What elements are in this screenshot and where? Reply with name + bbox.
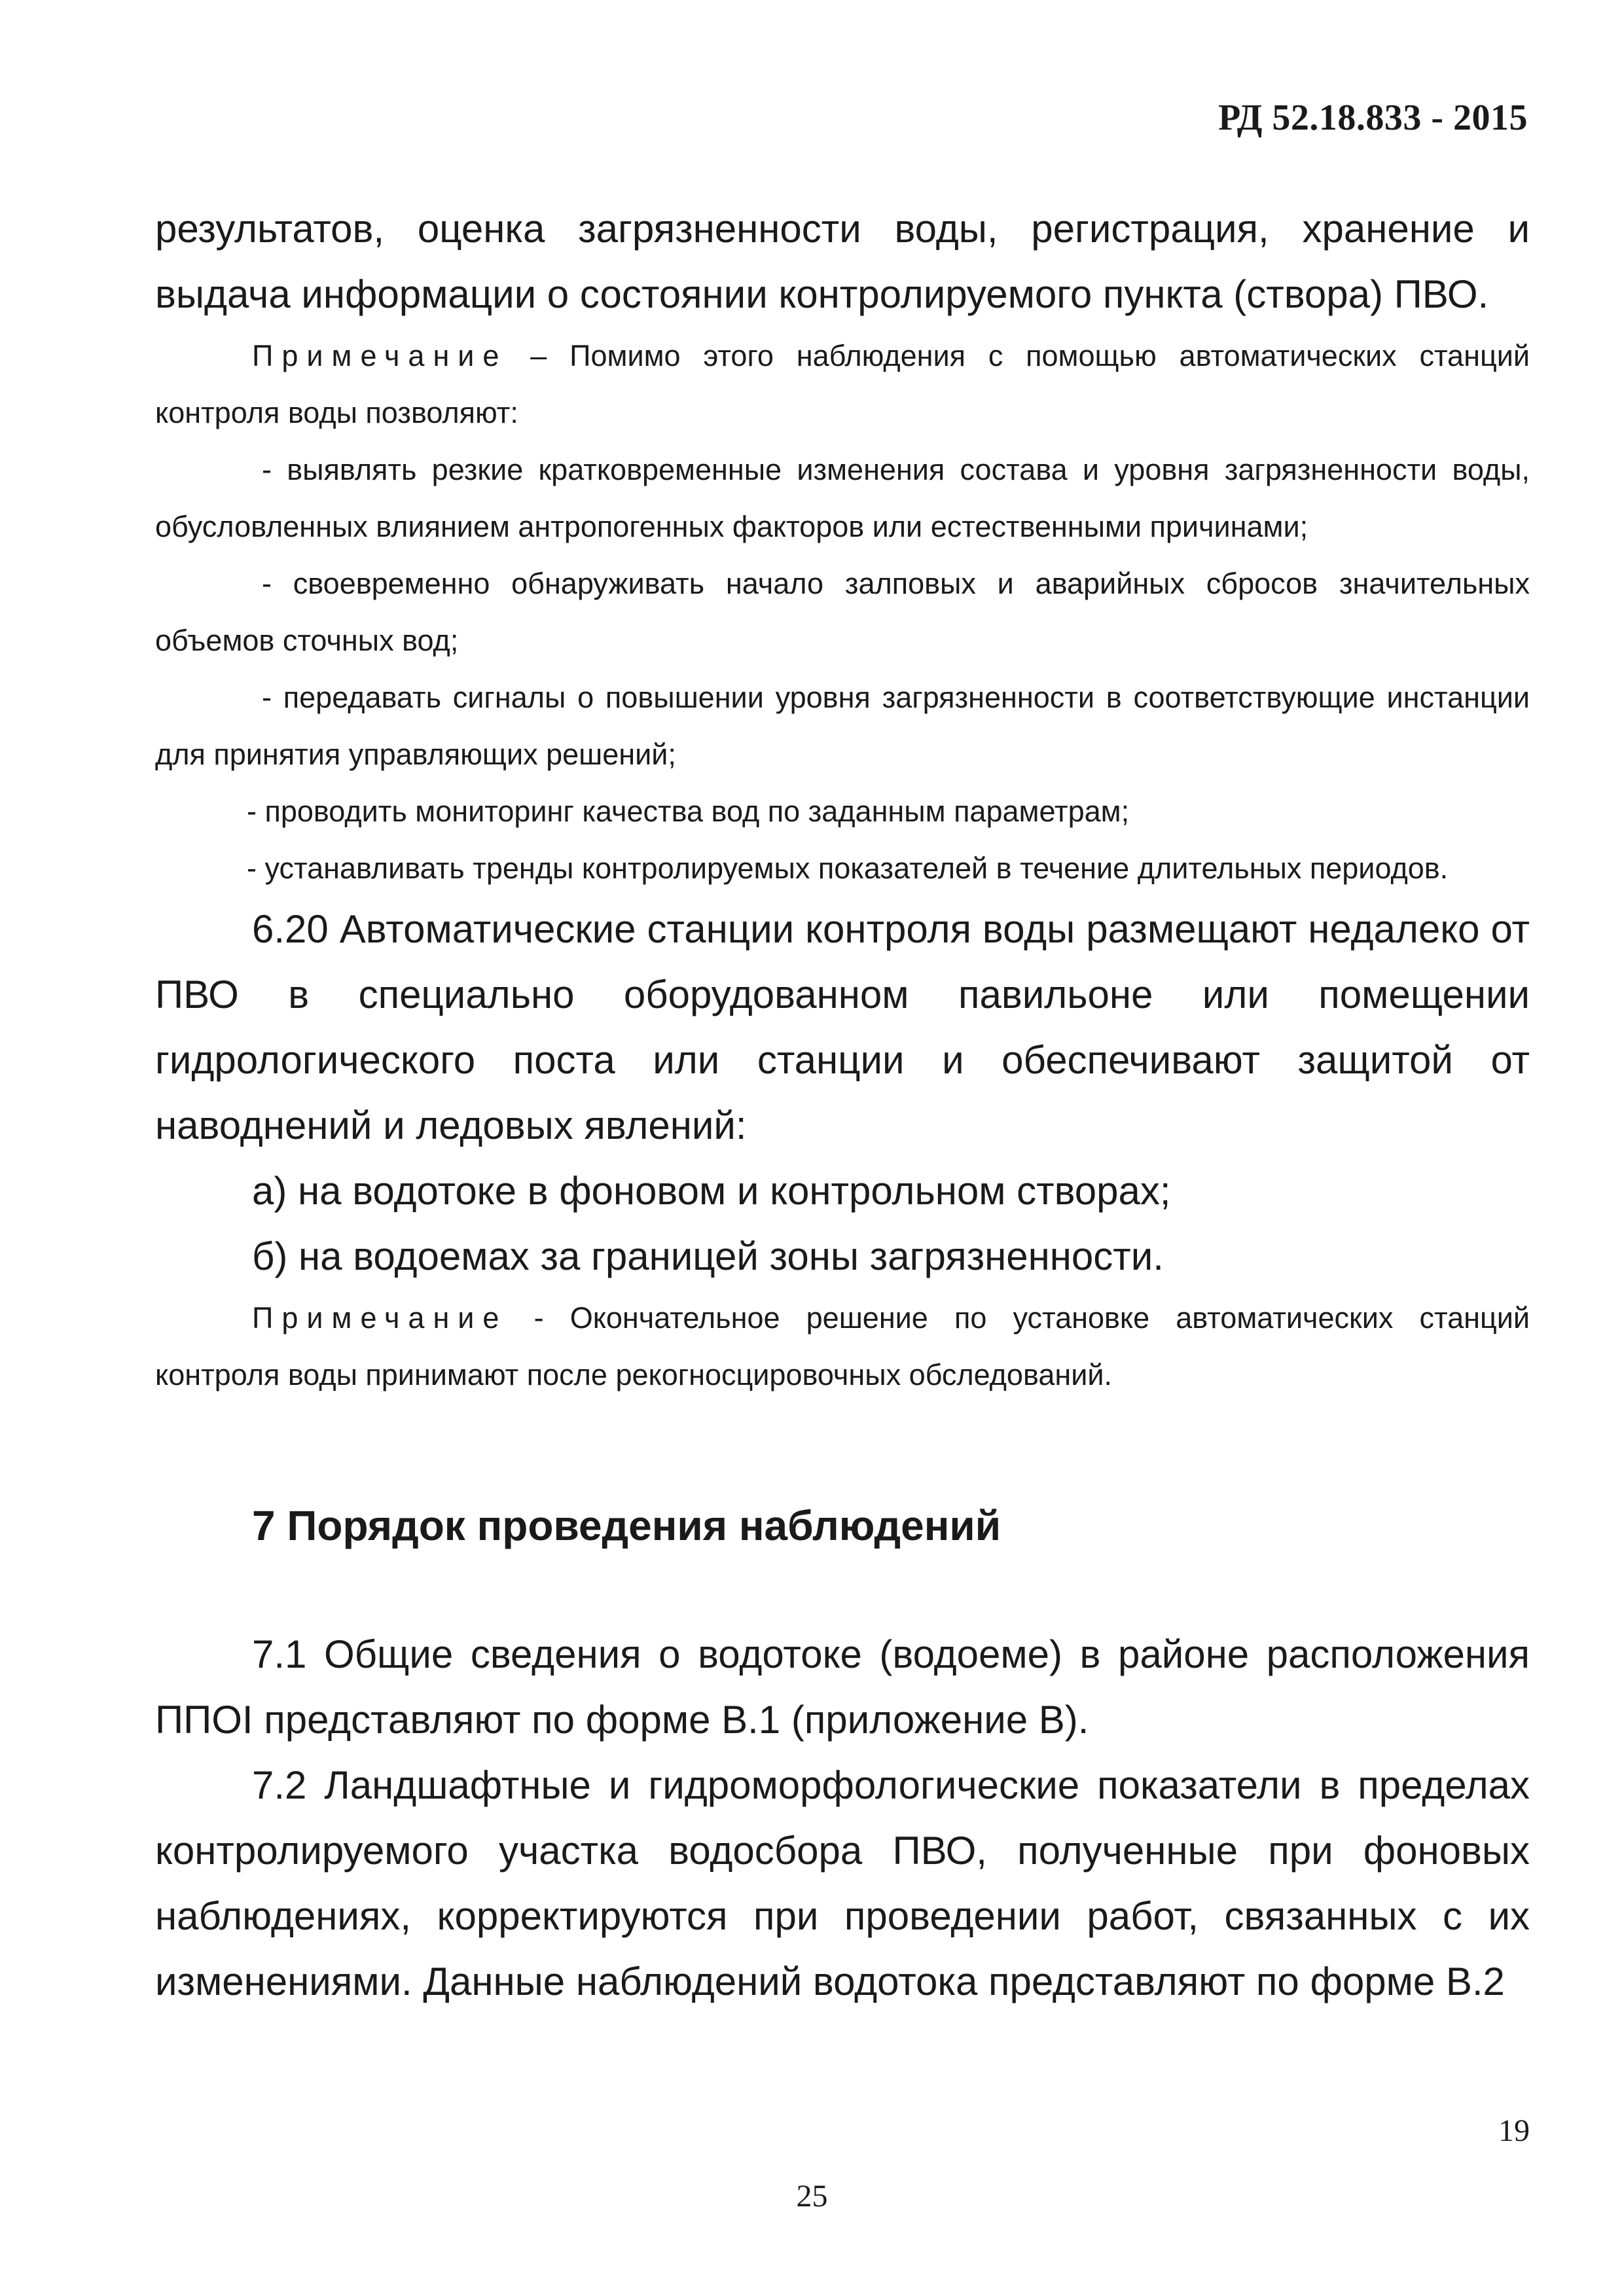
note-1-item: - устанавливать тренды контролируемых показателей в течение длительных периодов. [247,852,1449,885]
paragraph-7-2: 7.2 Ландшафтные и гидроморфологические показатели в пределах контролируемого участка водосбора ПВО, полученные при фоновых наблюдениях, корректируются при проведении работ, связанных с их изменениями. Данные наблюдений водотока представляют по форме В.2 [155,1763,1530,2003]
spacer [155,1403,1530,1501]
paragraph-6-20: 6.20 Автоматические станции контроля воды размещают недалеко от ПВО в специально оборудованном павильоне или помещении гидрологического поста или станции и обеспечивают защитой от наводнений и ледовых явлений: [155,907,1530,1147]
note-1-item: - проводить мониторинг качества вод по заданным параметрам; [247,795,1130,828]
note-2 [155,1289,1530,1403]
file-page-number: 25 [796,2179,828,2214]
page-content [155,196,1530,2015]
note-text: - Окончательное решение по установке автоматических станций контроля воды принимают после рекогносцировочных обследований. [155,1301,1530,1391]
note-1-item: - своевременно обнаруживать начало залповых и аварийных сбросов значительных объемов сточных вод; [155,567,1530,657]
note-text: – Помимо этого наблюдения с помощью автоматических станций контроля воды позволяют: [155,339,1530,429]
note-1 [155,327,1530,441]
list-item-a: а) на водотоке в фоновом и контрольном створах; [252,1169,1171,1213]
paragraph-continuation: результатов, оценка загрязненности воды, регистрация, хранение и выдача информации о состоянии контролируемого пункта (створа) ПВО. [155,207,1530,316]
spacer [155,1550,1530,1622]
section-heading: 7 Порядок проведения наблюдений [252,1502,1001,1549]
document-code: РД 52.18.833 - 2015 [1218,98,1528,138]
note-1-item: - выявлять резкие кратковременные изменения состава и уровня загрязненности воды, обусловленных влиянием антропогенных факторов или естественными причинами; [155,453,1530,543]
note-label: Примечание [252,1301,508,1335]
note-1-item: - передавать сигналы о повышении уровня загрязненности в соответствующие инстанции для принятия управляющих решений; [155,681,1530,771]
note-label: Примечание [252,339,508,372]
paragraph-7-1: 7.1 Общие сведения о водотоке (водоеме) в районе расположения ППОI представляют по форме В.1 (приложение В). [155,1632,1530,1742]
document-page-number: 19 [1498,2113,1530,2148]
list-item-b: б) на водоемах за границей зоны загрязненности. [252,1234,1164,1278]
